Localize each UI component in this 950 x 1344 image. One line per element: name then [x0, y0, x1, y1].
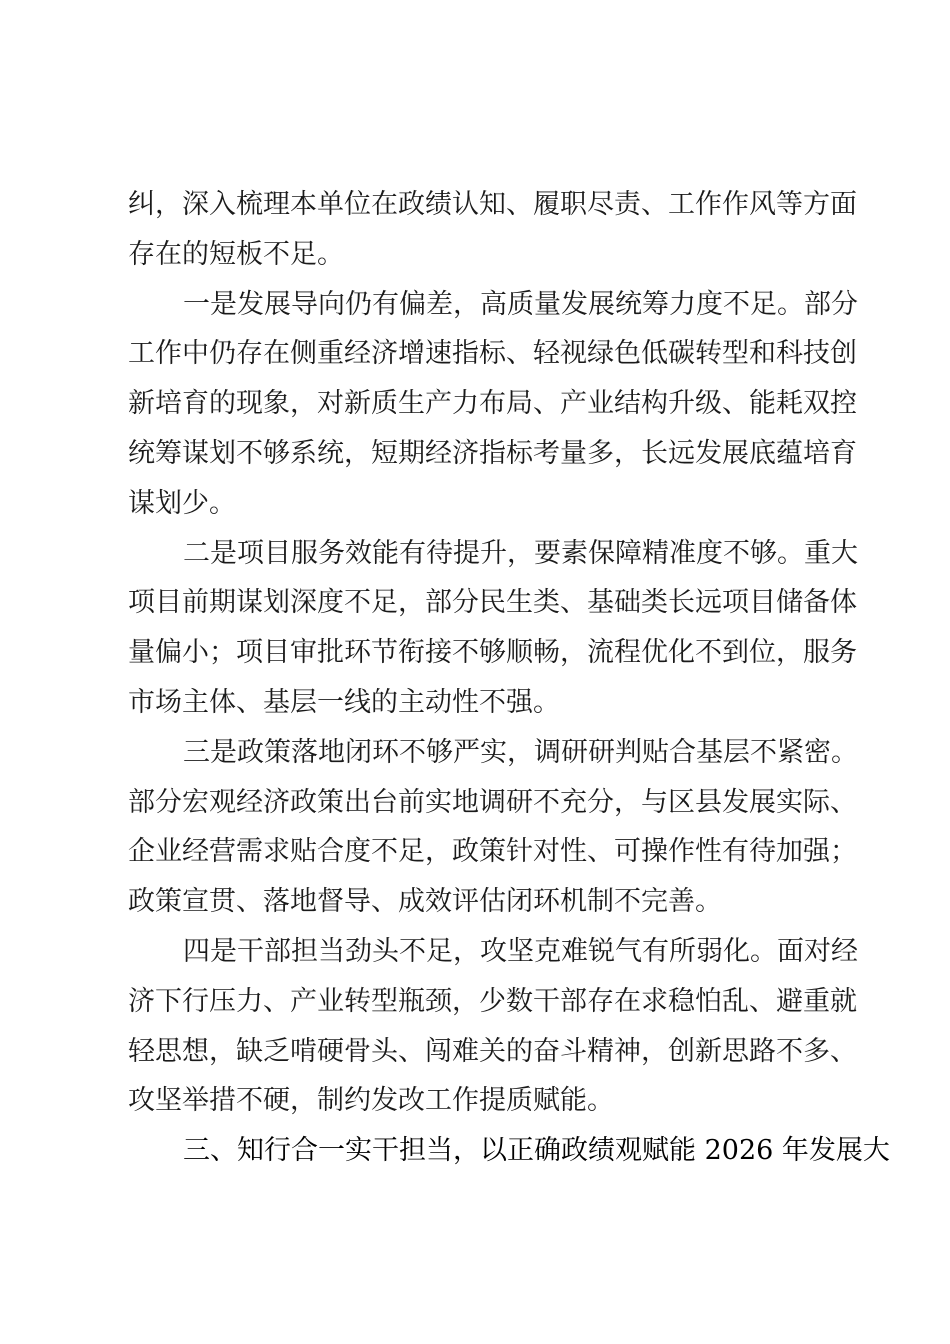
- text-line: 市场主体、基层一线的主动性不强。: [128, 686, 560, 718]
- paragraph-start-line: 三是政策落地闭环不够严实，调研研判贴合基层不紧密。: [183, 736, 858, 768]
- text-line: 存在的短板不足。: [128, 238, 344, 270]
- paragraph-start-line: 一是发展导向仍有偏差，高质量发展统筹力度不足。部分: [183, 288, 858, 320]
- text-line: 部分宏观经济政策出台前实地调研不充分，与区县发展实际、: [128, 786, 857, 818]
- text-line: 谋划少。: [128, 487, 236, 519]
- paragraph-start-line: 二是项目服务效能有待提升，要素保障精准度不够。重大: [183, 537, 858, 569]
- text-line: 工作中仍存在侧重经济增速指标、轻视绿色低碳转型和科技创: [128, 338, 857, 370]
- text-line: 项目前期谋划深度不足，部分民生类、基础类长远项目储备体: [128, 587, 857, 619]
- text-line: 量偏小；项目审批环节衔接不够顺畅，流程优化不到位，服务: [128, 637, 857, 669]
- text-line: 纠，深入梳理本单位在政绩认知、履职尽责、工作作风等方面: [128, 189, 857, 220]
- section-heading: 三、知行合一实干担当，以正确政绩观赋能 2026 年发展大: [183, 1135, 890, 1167]
- body-text: [128, 180, 890, 1176]
- text-line: 企业经营需求贴合度不足，政策针对性、可操作性有待加强；: [128, 836, 857, 868]
- text-line: 政策宣贯、落地督导、成效评估闭环机制不完善。: [128, 886, 722, 918]
- paragraph-start-line: 四是干部担当劲头不足，攻坚克难锐气有所弱化。面对经: [183, 935, 858, 967]
- text-line: 新培育的现象，对新质生产力布局、产业结构升级、能耗双控: [128, 388, 857, 420]
- text-line: 济下行压力、产业转型瓶颈，少数干部存在求稳怕乱、避重就: [128, 985, 857, 1017]
- text-line: 统筹谋划不够系统，短期经济指标考量多，长远发展底蕴培育: [128, 437, 857, 469]
- text-line: 轻思想，缺乏啃硬骨头、闯难关的奋斗精神，创新思路不多、: [128, 1035, 857, 1067]
- text-line: 攻坚举措不硬，制约发改工作提质赋能。: [128, 1085, 614, 1117]
